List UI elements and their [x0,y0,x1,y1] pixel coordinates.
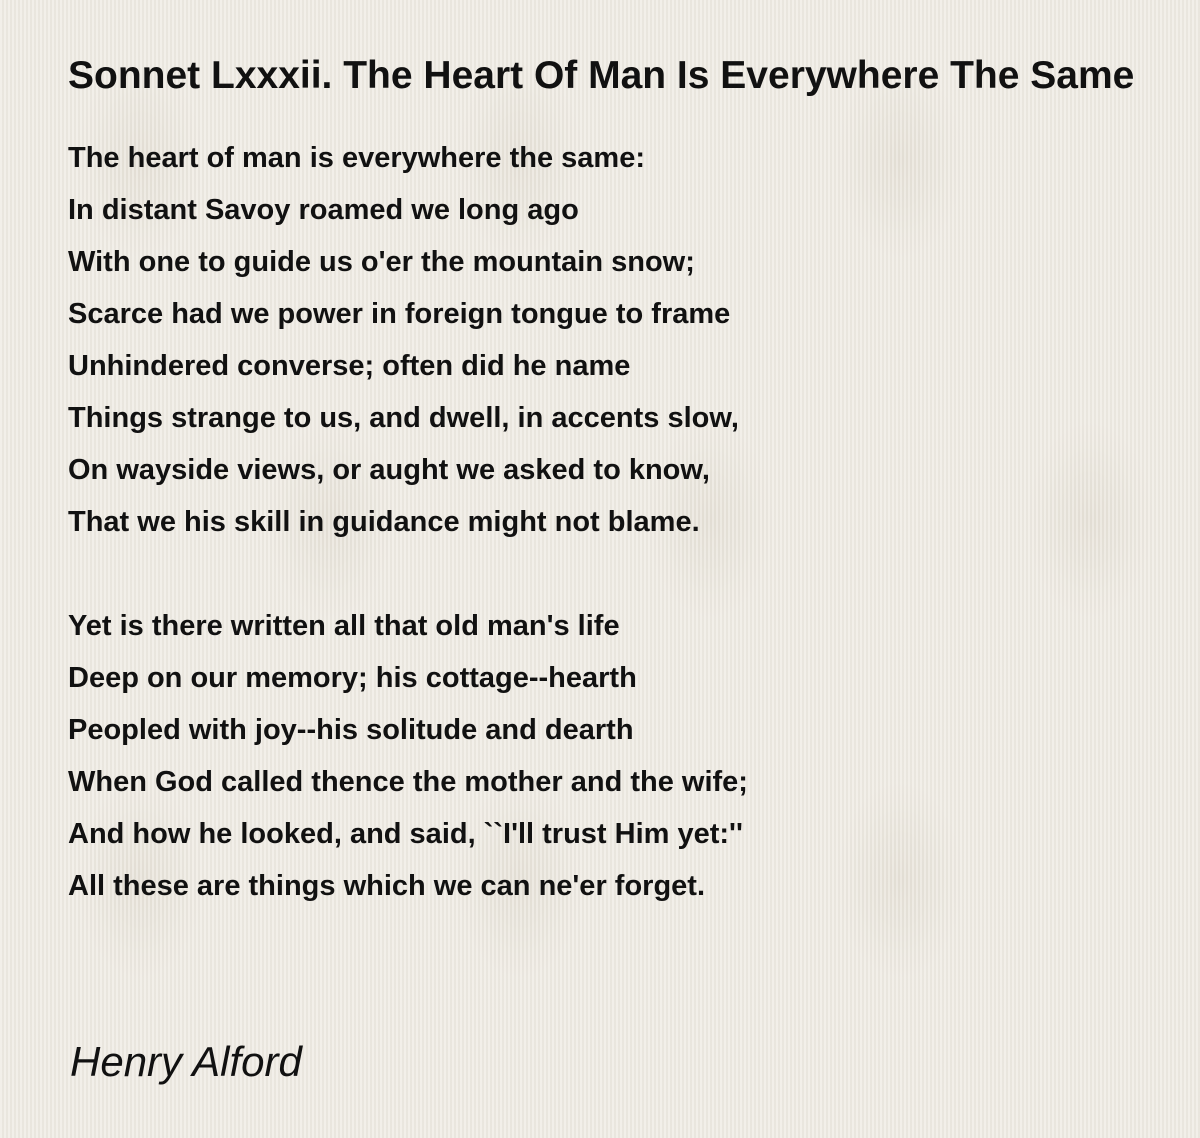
poem-line: Scarce had we power in foreign tongue to frame [68,298,731,330]
poem-line: All these are things which we can ne'er forget. [68,870,705,902]
poem-title: Sonnet Lxxxii. The Heart Of Man Is Everywhere The Same [68,54,1135,97]
poem-container [68,50,1148,964]
stanza-2 [68,600,1148,912]
poem-line: In distant Savoy roamed we long ago [68,194,579,226]
poem-line: On wayside views, or aught we asked to know, [68,454,710,486]
poem-line: Peopled with joy--his solitude and dearth [68,714,634,746]
poem-line: Things strange to us, and dwell, in accents slow, [68,402,739,434]
poem-body [68,132,1148,912]
poem-author: Henry Alford [70,1038,302,1085]
poem-line: When God called thence the mother and the wife; [68,766,748,798]
poem-line: And how he looked, and said, ``I'll trust Him yet:'' [68,818,743,850]
poem-line: Unhindered converse; often did he name [68,350,631,382]
stanza-1 [68,132,1148,548]
poem-line: That we his skill in guidance might not blame. [68,506,700,538]
poem-line: Yet is there written all that old man's life [68,610,620,642]
poem-line: The heart of man is everywhere the same: [68,142,645,174]
poem-line: With one to guide us o'er the mountain snow; [68,246,695,278]
poem-line: Deep on our memory; his cottage--hearth [68,662,637,694]
